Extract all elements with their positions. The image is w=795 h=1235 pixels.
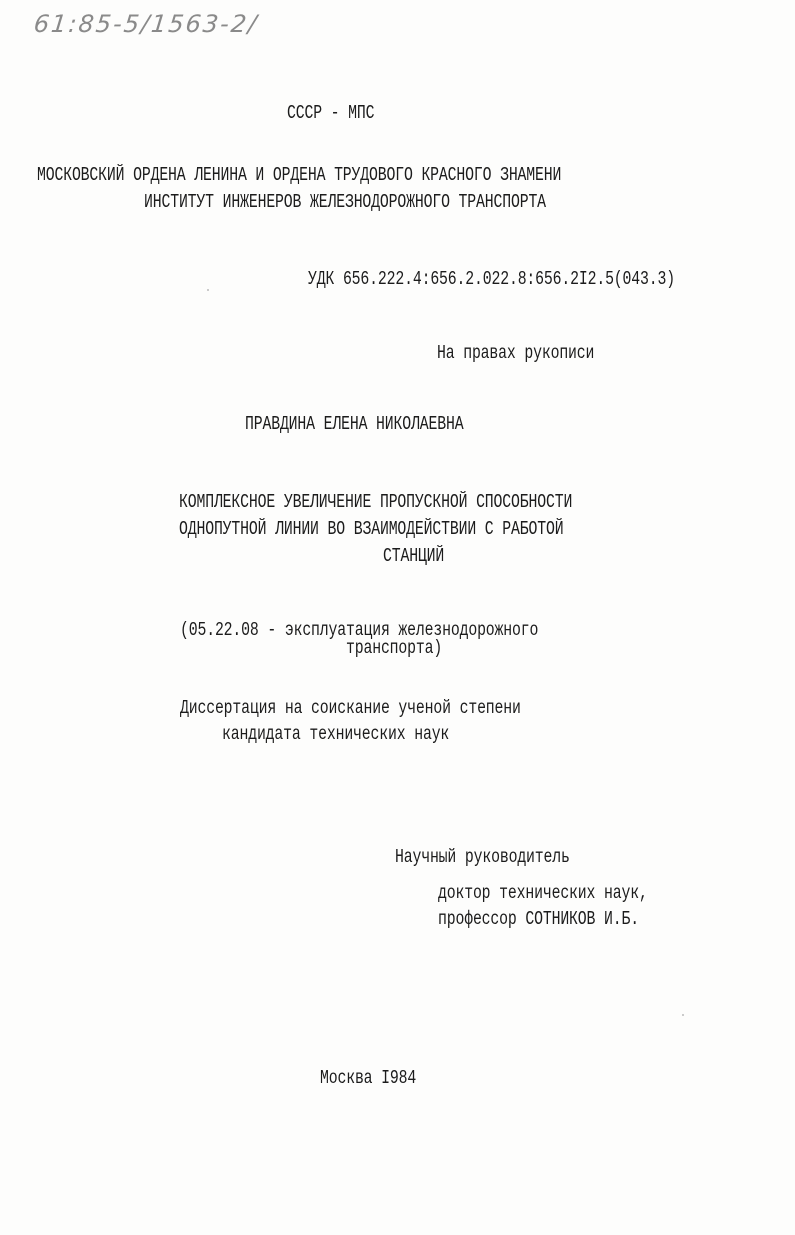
specialty-line-2: транспорта): [346, 637, 443, 659]
manuscript-rights: На правах рукописи: [437, 342, 595, 364]
degree-line-2: кандидата технических наук: [222, 723, 450, 745]
institute-name-line-2: ИНСТИТУТ ИНЖЕНЕРОВ ЖЕЛЕЗНОДОРОЖНОГО ТРАНСПОРТА: [144, 191, 546, 213]
title-line-3: СТАНЦИЙ: [383, 545, 445, 567]
supervisor-label: Научный руководитель: [395, 846, 570, 868]
title-line-2: ОДНОПУТНОЙ ЛИНИИ ВО ВЗАИМОДЕЙСТВИИ С РАБОТОЙ: [179, 518, 564, 540]
place-and-year: Москва I984: [320, 1067, 417, 1089]
supervisor-name: профессор СОТНИКОВ И.Б.: [438, 908, 639, 930]
org-header: СССР - МПС: [287, 102, 375, 124]
author-name: ПРАВДИНА ЕЛЕНА НИКОЛАЕВНА: [245, 413, 464, 435]
title-line-1: КОМПЛЕКСНОЕ УВЕЛИЧЕНИЕ ПРОПУСКНОЙ СПОСОБНОСТИ: [179, 491, 573, 513]
institute-name-line-1: МОСКОВСКИЙ ОРДЕНА ЛЕНИНА И ОРДЕНА ТРУДОВОГО КРАСНОГО ЗНАМЕНИ: [37, 164, 562, 186]
degree-line-1: Диссертация на соискание ученой степени: [180, 697, 521, 719]
scan-speck: [682, 1014, 684, 1016]
handwritten-catalog-number: 61:85-5/1563-2/: [32, 10, 260, 38]
specialty-line-1: (05.22.08 - эксплуатация железнодорожного: [180, 619, 539, 641]
supervisor-degree: доктор технических наук,: [438, 882, 648, 904]
scan-speck: [207, 289, 209, 291]
udc-code: УДК 656.222.4:656.2.022.8:656.2I2.5(043.3): [308, 268, 675, 290]
